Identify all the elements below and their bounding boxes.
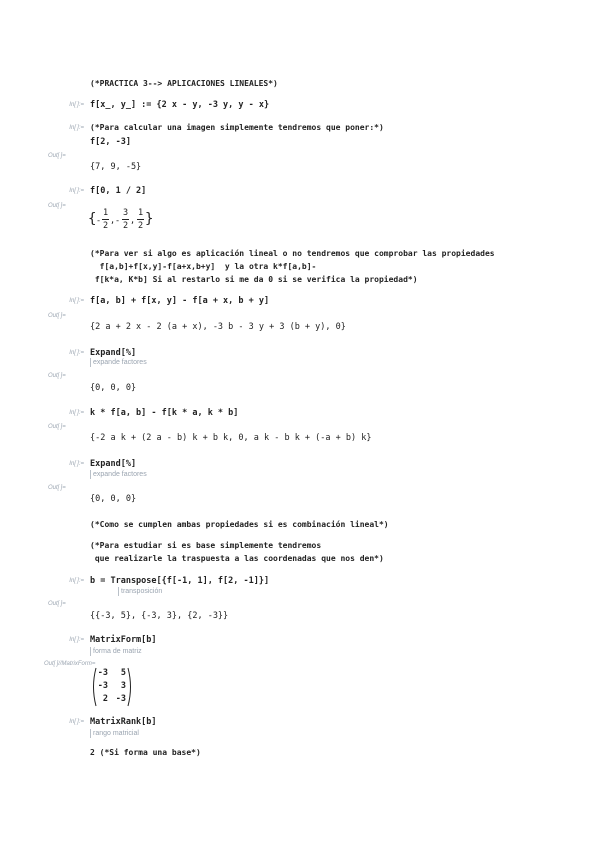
autocomplete-hint: rango matricial (90, 729, 139, 738)
input-cell[interactable]: MatrixForm[b] (90, 635, 157, 645)
input-cell[interactable]: Expand[%] (90, 348, 137, 358)
autocomplete-hint: expande factores (90, 470, 147, 479)
input-label: In[ ]:= (69, 637, 84, 643)
input-cell[interactable]: k * f[a, b] - f[k * a, k * b] (90, 408, 239, 418)
minus-sign: - (115, 216, 121, 226)
fraction-bar (122, 219, 129, 220)
matrix-cell: -3 (97, 681, 108, 691)
denominator: 2 (138, 221, 144, 231)
autocomplete-hint: expande factores (90, 358, 147, 367)
input-cell[interactable]: b = Transpose[{f[-1, 1], f[2, -1]}] (90, 576, 270, 586)
input-label: In[ ]:= (69, 350, 84, 356)
input-cell[interactable]: Expand[%] (90, 459, 137, 469)
input-label: In[ ]:= (69, 578, 84, 584)
output-label: Out[ ]= (48, 424, 66, 430)
input-label: In[ ]:= (69, 188, 84, 194)
comment-cell[interactable]: (*Para ver si algo es aplicación lineal o no tendremos que comprobar las propiedades (90, 249, 495, 258)
input-label: In[ ]:= (69, 125, 84, 131)
fraction-bar (137, 219, 144, 220)
comment-cell[interactable]: f[k*a, K*b] Si al restarlo si me da 0 si se verifica la propiedad*) (90, 275, 418, 284)
numerator: 3 (123, 208, 129, 218)
fraction-output[interactable] (88, 207, 158, 235)
input-label: In[ ]:= (69, 719, 84, 725)
input-label: In[ ]:= (69, 102, 84, 108)
denominator: 2 (103, 221, 109, 231)
brace-left: { (88, 211, 97, 227)
comment-cell[interactable]: (*Para estudiar si es base simplemente tendremos (90, 541, 322, 550)
output-label: Out[ ]= (48, 485, 66, 491)
comment-cell[interactable]: f[a,b]+f[x,y]-f[a+x,b+y] y la otra k*f[a,b]- (90, 262, 317, 271)
matrix-cell: -3 (115, 694, 126, 704)
brace-right: } (145, 211, 154, 227)
autocomplete-hint: forma de matriz (90, 647, 142, 656)
output-cell[interactable]: {7, 9, -5} (90, 162, 142, 172)
output-label: Out[ ]= (48, 203, 66, 209)
output-label: Out[ ]= (48, 373, 66, 379)
input-label: In[ ]:= (69, 461, 84, 467)
output-cell[interactable]: {0, 0, 0} (90, 494, 137, 504)
output-cell[interactable]: {0, 0, 0} (90, 383, 137, 393)
numerator: 1 (138, 208, 144, 218)
output-label: Out[ ]= (48, 313, 66, 319)
output-cell[interactable]: 2 (*Si forma una base*) (90, 748, 201, 757)
matrix-cell: 3 (120, 681, 126, 691)
comma: , (130, 216, 136, 226)
matrix-cell: 2 (102, 694, 108, 704)
comment-cell[interactable]: (*Como se cumplen ambas propiedades si es combinación lineal*) (90, 520, 389, 529)
input-label: In[ ]:= (69, 298, 84, 304)
input-cell[interactable]: f[2, -3] (90, 137, 131, 147)
numerator: 1 (103, 208, 109, 218)
output-cell[interactable]: {{-3, 5}, {-3, 3}, {2, -3}} (90, 611, 229, 621)
output-label: Out[ ]= (48, 601, 66, 607)
matrix-output[interactable] (90, 667, 134, 707)
title-comment[interactable]: (*PRACTICA 3--> APLICACIONES LINEALES*) (90, 79, 278, 88)
input-cell[interactable]: f[a, b] + f[x, y] - f[a + x, b + y] (90, 296, 270, 306)
output-cell[interactable]: {2 a + 2 x - 2 (a + x), -3 b - 3 y + 3 (b + y), 0} (90, 322, 346, 332)
fraction-bar (102, 219, 109, 220)
output-label: Out[ ]= (48, 153, 66, 159)
matrix-cell: -3 (97, 668, 108, 678)
comma: , (110, 216, 116, 226)
input-label: In[ ]:= (69, 410, 84, 416)
comment-cell[interactable]: (*Para calcular una imagen simplemente tendremos que poner:*) (90, 123, 384, 132)
output-cell[interactable]: {-2 a k + (2 a - b) k + b k, 0, a k - b k + (-a + b) k} (90, 433, 372, 443)
comment-cell[interactable]: que realizarle la traspuesta a las coordenadas que nos den*) (90, 554, 384, 563)
input-cell[interactable]: f[0, 1 / 2] (90, 186, 147, 196)
function-definition-cell[interactable]: f[x_, y_] := {2 x - y, -3 y, y - x} (90, 100, 270, 110)
denominator: 2 (123, 221, 129, 231)
autocomplete-hint: transposición (118, 587, 162, 596)
input-cell[interactable]: MatrixRank[b] (90, 717, 157, 727)
minus-sign: - (96, 216, 102, 226)
matrix-cell: 5 (120, 668, 126, 678)
output-label: Out[ ]//MatrixForm= (44, 661, 96, 667)
